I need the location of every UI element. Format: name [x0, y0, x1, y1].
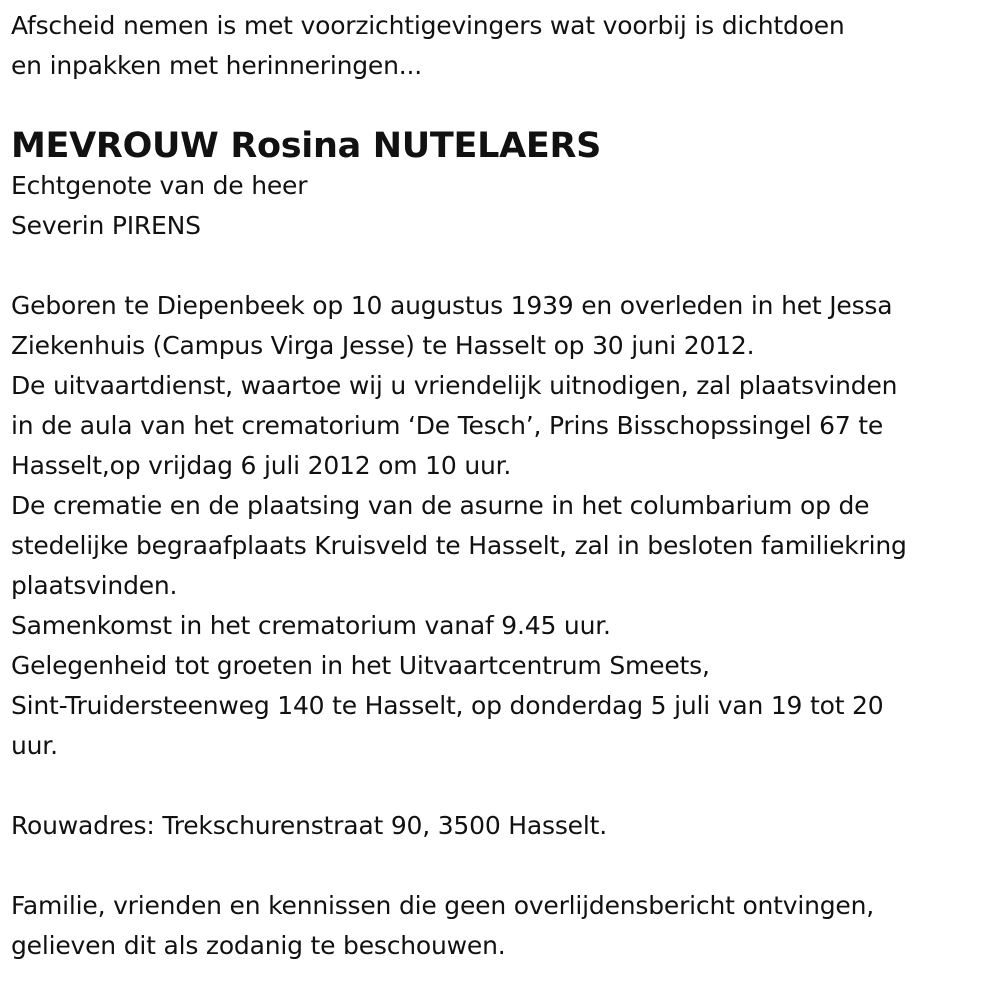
obituary-notice [11, 6, 986, 966]
announcement-line: De crematie en de plaatsing van de asurne in het columbarium op de [11, 491, 870, 520]
motto-line-2: en inpakken met herinneringen... [11, 51, 422, 80]
announcement-line: Sint-Truidersteenweg 140 te Hasselt, op donderdag 5 juli van 19 tot 20 [11, 691, 884, 720]
closing-line-1: Familie, vrienden en kennissen die geen overlijdensbericht ontvingen, [11, 891, 875, 920]
announcement-line: Hasselt,op vrijdag 6 juli 2012 om 10 uur. [11, 451, 512, 480]
announcement-line: Ziekenhuis (Campus Virga Jesse) te Hasselt op 30 juni 2012. [11, 331, 755, 360]
announcement-line: Geboren te Diepenbeek op 10 augustus 1939 en overleden in het Jessa [11, 291, 893, 320]
relation-line-1: Echtgenote van de heer [11, 171, 308, 200]
announcement-line: stedelijke begraafplaats Kruisveld te Hasselt, zal in besloten familiekring [11, 531, 907, 560]
announcement-line: uur. [11, 731, 58, 760]
announcement-line: in de aula van het crematorium ‘De Tesch’, Prins Bisschopssingel 67 te [11, 411, 884, 440]
motto-line-1: Afscheid nemen is met voorzichtigevingers wat voorbij is dichtdoen [11, 11, 845, 40]
announcement-line: Samenkomst in het crematorium vanaf 9.45 uur. [11, 611, 611, 640]
deceased-name: MEVROUW Rosina NUTELAERS [11, 126, 602, 166]
announcement-line: plaatsvinden. [11, 571, 178, 600]
spacer [11, 766, 986, 806]
spacer [11, 246, 986, 286]
closing-line-2: gelieven dit als zodanig te beschouwen. [11, 931, 506, 960]
mourning-address: Rouwadres: Trekschurenstraat 90, 3500 Hasselt. [11, 811, 607, 840]
spacer [11, 846, 986, 886]
relation-line-2: Severin PIRENS [11, 211, 201, 240]
announcement-line: De uitvaartdienst, waartoe wij u vriendelijk uitnodigen, zal plaatsvinden [11, 371, 898, 400]
announcement-line: Gelegenheid tot groeten in het Uitvaartcentrum Smeets, [11, 651, 710, 680]
